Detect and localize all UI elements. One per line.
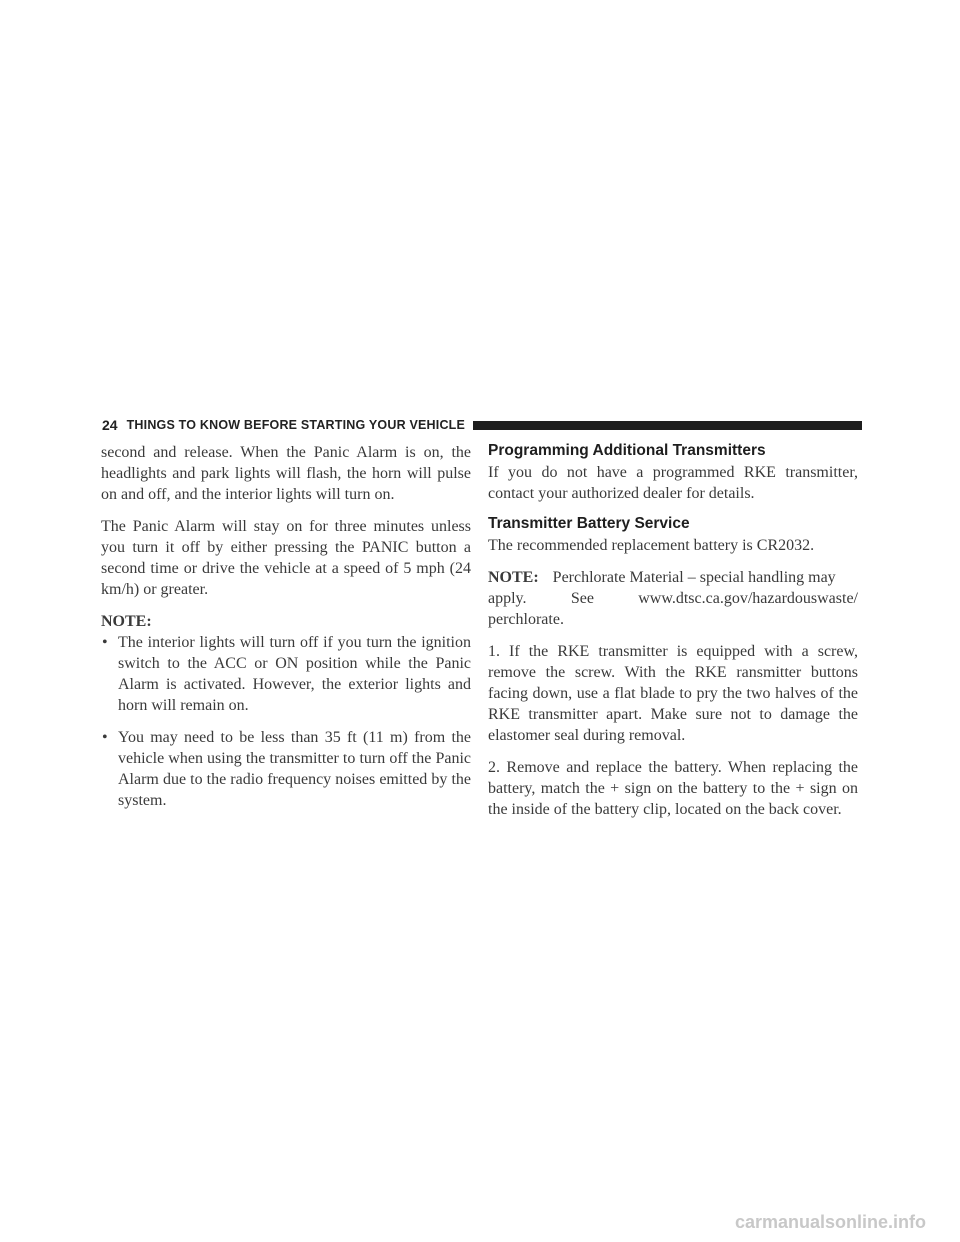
note-line-3: perchlorate. [488, 611, 564, 628]
battery-step-2: 2. Remove and replace the battery. When replacing the battery, match the + sign on the battery to the + sign on the inside of the battery clip, located on the back cover. [488, 759, 858, 818]
bullet-text: The interior lights will turn off if you turn the ignition switch to the ACC or ON position while the Panic Alarm is activated. However, the exterior lights and horn will remain on. [118, 634, 471, 714]
panic-alarm-paragraph-2: The Panic Alarm will stay on for three minutes unless you turn it off by either pressing the PANIC button a second time or drive the vehicle at a speed of 5 mph (24 km/h) or greater. [101, 518, 471, 598]
panic-alarm-paragraph-1: second and release. When the Panic Alarm is on, the headlights and park lights will flash, the horn will pulse on and off, and the interior lights will turn on. [101, 444, 471, 503]
section-heading-battery: Transmitter Battery Service [488, 515, 690, 532]
page-header [102, 415, 862, 435]
page-number: 24 [102, 417, 118, 433]
note-line-1: Perchlorate Material – special handling may [552, 569, 836, 586]
battery-step-1: 1. If the RKE transmitter is equipped with a screw, remove the screw. With the RKE ransmitter buttons facing down, use a flat blade to pry the two halves of the RKE transmitter apart. Make sure not to damage the elastomer seal during removal. [488, 643, 858, 744]
dtsc-link: www.dtsc.ca.gov/hazardouswaste/ [638, 590, 858, 607]
watermark: carmanualsonline.info [734, 1212, 926, 1232]
bullet-item [101, 727, 471, 811]
note-line-2: apply. See www.dtsc.ca.gov/hazardouswaste/ [488, 590, 858, 607]
note-label: NOTE: [101, 613, 152, 630]
bullet-icon: • [102, 729, 108, 746]
header-rule [473, 421, 862, 430]
right-column [488, 442, 858, 831]
left-column [101, 442, 471, 822]
bullet-text: You may need to be less than 35 ft (11 m) from the vehicle when using the transmitter to turn off the Panic Alarm due to the radio frequency noises emitted by the system. [118, 729, 471, 809]
section-heading-programming: Programming Additional Transmitters [488, 442, 766, 459]
chapter-title: THINGS TO KNOW BEFORE STARTING YOUR VEHICLE [126, 418, 466, 432]
note-label: NOTE: [488, 569, 539, 586]
bullet-icon: • [102, 634, 108, 651]
battery-paragraph: The recommended replacement battery is CR2032. [488, 537, 815, 554]
programming-paragraph: If you do not have a programmed RKE transmitter, contact your authorized dealer for details. [488, 464, 858, 502]
bullet-item [101, 632, 471, 716]
perchlorate-note [488, 567, 858, 630]
